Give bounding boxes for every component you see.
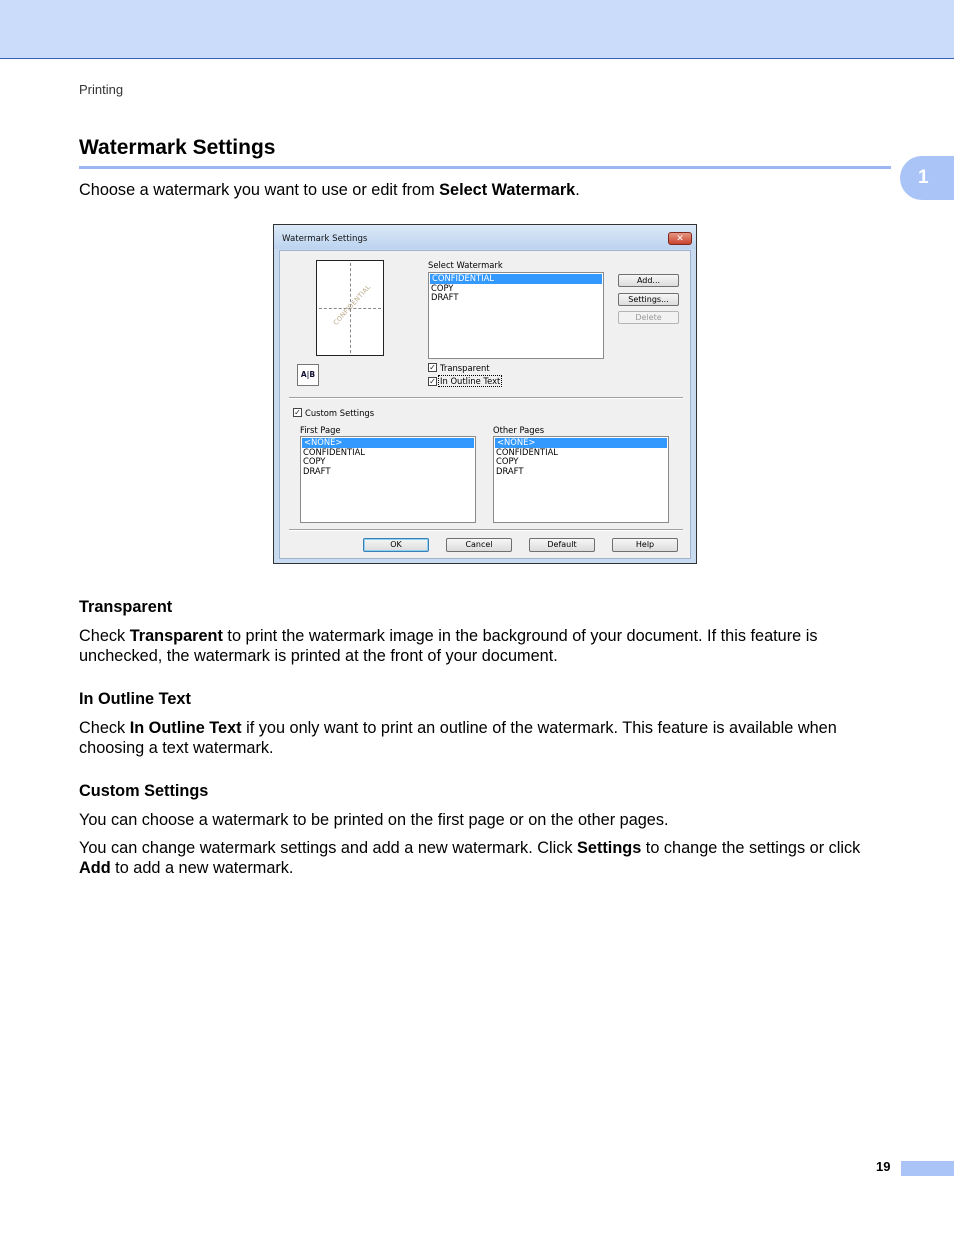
page-title: Watermark Settings (79, 136, 276, 159)
list-item[interactable]: CONFIDENTIAL (430, 274, 602, 284)
watermark-settings-dialog (273, 224, 697, 564)
preview-watermark-text: CONFIDENTIAL (331, 283, 373, 327)
other-pages-label: Other Pages (493, 425, 545, 435)
list-item[interactable]: COPY (303, 456, 326, 467)
outline-text-label: In Outline Text (440, 376, 501, 386)
watermark-preview (316, 260, 384, 356)
chapter-tab: 1 (900, 156, 954, 200)
dialog-titlebar (274, 225, 696, 249)
transparent-label: Transparent (440, 363, 490, 373)
custom-settings-checkbox[interactable]: ✓ (294, 408, 301, 417)
outline-text-checkbox[interactable]: ✓ (429, 377, 436, 386)
list-item[interactable]: COPY (431, 282, 454, 293)
close-icon[interactable]: ✕ (668, 232, 692, 245)
custom-settings-label: Custom Settings (305, 408, 375, 418)
title-rule (79, 166, 891, 169)
custom-paragraph-2: You can change watermark settings and add a new watermark. Click Settings to change the settings or click Add to add a new watermark. (79, 839, 861, 877)
other-pages-listbox[interactable] (493, 436, 669, 523)
transparent-paragraph: Check Transparent to print the watermark image in the background of your document. If this feature is unchecked, the watermark is printed at the front of your document. (79, 627, 818, 665)
ab-page-icon: A|B (297, 364, 319, 386)
list-item[interactable]: DRAFT (496, 465, 524, 476)
list-item[interactable]: <NONE> (302, 438, 474, 448)
delete-button[interactable]: Delete (618, 311, 679, 324)
cancel-button[interactable]: Cancel (446, 538, 512, 552)
list-item[interactable]: COPY (496, 456, 519, 467)
list-item[interactable]: DRAFT (431, 292, 459, 303)
list-item[interactable]: <NONE> (495, 438, 667, 448)
page-number: 19 (876, 1159, 891, 1174)
custom-settings-heading: Custom Settings (79, 782, 209, 800)
separator (289, 529, 683, 531)
first-page-listbox[interactable] (300, 436, 476, 523)
list-item[interactable]: CONFIDENTIAL (496, 446, 558, 457)
select-watermark-listbox[interactable] (428, 272, 604, 359)
page-number-bar (901, 1161, 954, 1176)
custom-paragraph-1: You can choose a watermark to be printed on the first page or on the other pages. (79, 811, 669, 829)
select-watermark-label: Select Watermark (428, 260, 503, 270)
intro-paragraph: Choose a watermark you want to use or edit from Select Watermark. (79, 181, 580, 199)
dialog-title: Watermark Settings (282, 234, 368, 244)
first-page-label: First Page (300, 425, 341, 435)
breadcrumb: Printing (79, 82, 124, 97)
default-button[interactable]: Default (529, 538, 595, 552)
dialog-body (279, 250, 691, 559)
outline-heading: In Outline Text (79, 690, 191, 708)
transparent-heading: Transparent (79, 598, 173, 616)
transparent-checkbox[interactable]: ✓ (429, 363, 436, 372)
list-item[interactable]: CONFIDENTIAL (303, 446, 365, 457)
separator (289, 397, 683, 399)
header-band (0, 0, 954, 59)
settings-button[interactable]: Settings... (618, 293, 679, 306)
add-button[interactable]: Add... (618, 274, 679, 287)
outline-paragraph: Check In Outline Text if you only want to print an outline of the watermark. This feature is available when choosing a text watermark. (79, 719, 837, 757)
help-button[interactable]: Help (612, 538, 678, 552)
ok-button[interactable]: OK (363, 538, 429, 552)
list-item[interactable]: DRAFT (303, 465, 331, 476)
